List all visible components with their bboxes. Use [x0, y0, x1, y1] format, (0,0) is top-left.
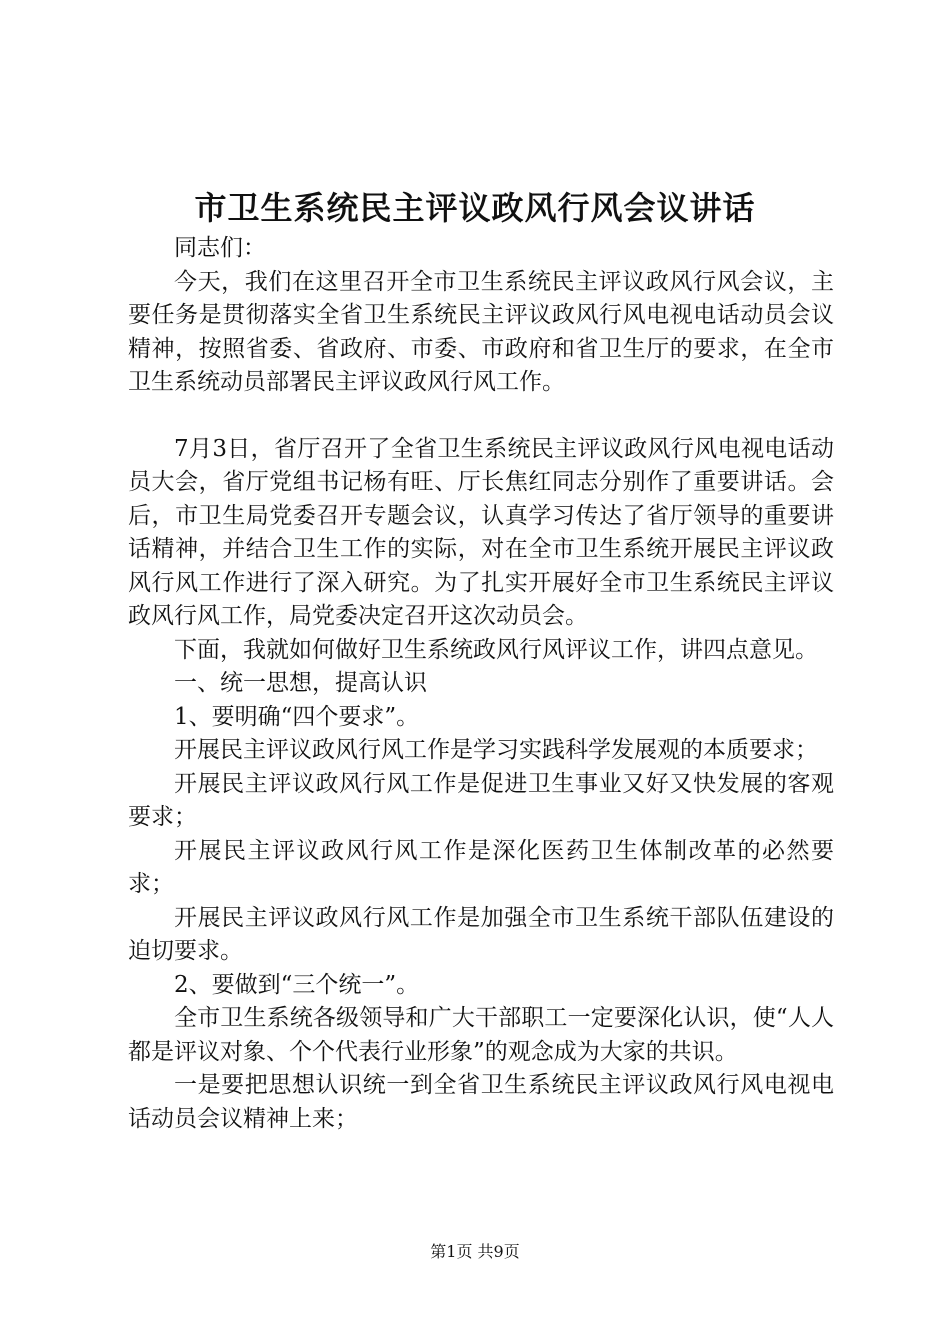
- paragraph: 下面，我就如何做好卫生系统政风行风评议工作，讲四点意见。: [174, 636, 818, 663]
- document-body: [128, 232, 834, 1136]
- paragraph: 开展民主评议政风行风工作是加强全市卫生系统干部队伍建设的迫切要求。: [128, 904, 834, 964]
- paragraph: 今天，我们在这里召开全市卫生系统民主评议政风行风会议，主要任务是贯彻落实全省卫生系统民主评议政风行风电视电话动员会议精神，按照省委、省政府、市委、市政府和省卫生厅的要求，在全市卫生系统动员部署民主评议政风行风工作。: [128, 268, 834, 395]
- paragraph: 一是要把思想认识统一到全省卫生系统民主评议政风行风电视电话动员会议精神上来；: [128, 1072, 834, 1132]
- page-footer: 第1页 共9页: [430, 1242, 520, 1261]
- subsection-heading: 1、要明确“四个要求”。: [174, 703, 420, 730]
- section-heading: 一、统一思想，提高认识: [174, 670, 427, 696]
- paragraph-salutation: 同志们：: [174, 235, 266, 261]
- document-title: 市卫生系统民主评议政风行风会议讲话: [194, 189, 756, 227]
- paragraph: 7月3日，省厅召开了全省卫生系统民主评议政风行风电视电话动员大会，省厅党组书记杨有旺、厅长焦红同志分别作了重要讲话。会后，市卫生局党委召开专题会议，认真学习传达了省厅领导的重要讲话精神，并结合卫生工作的实际，对在全市卫生系统开展民主评议政风行风工作进行了深入研究。为了扎实开展好全市卫生系统民主评议政风行风工作，局党委决定召开这次动员会。: [128, 435, 834, 629]
- paragraph: 全市卫生系统各级领导和广大干部职工一定要深化认识，使“人人都是评议对象、个个代表行业形象”的观念成为大家的共识。: [128, 1005, 834, 1065]
- paragraph: 开展民主评议政风行风工作是深化医药卫生体制改革的必然要求；: [128, 837, 834, 897]
- paragraph: 开展民主评议政风行风工作是促进卫生事业又好又快发展的客观要求；: [128, 770, 834, 830]
- paragraph: 开展民主评议政风行风工作是学习实践科学发展观的本质要求；: [174, 737, 818, 763]
- subsection-heading: 2、要做到“三个统一”。: [174, 971, 420, 998]
